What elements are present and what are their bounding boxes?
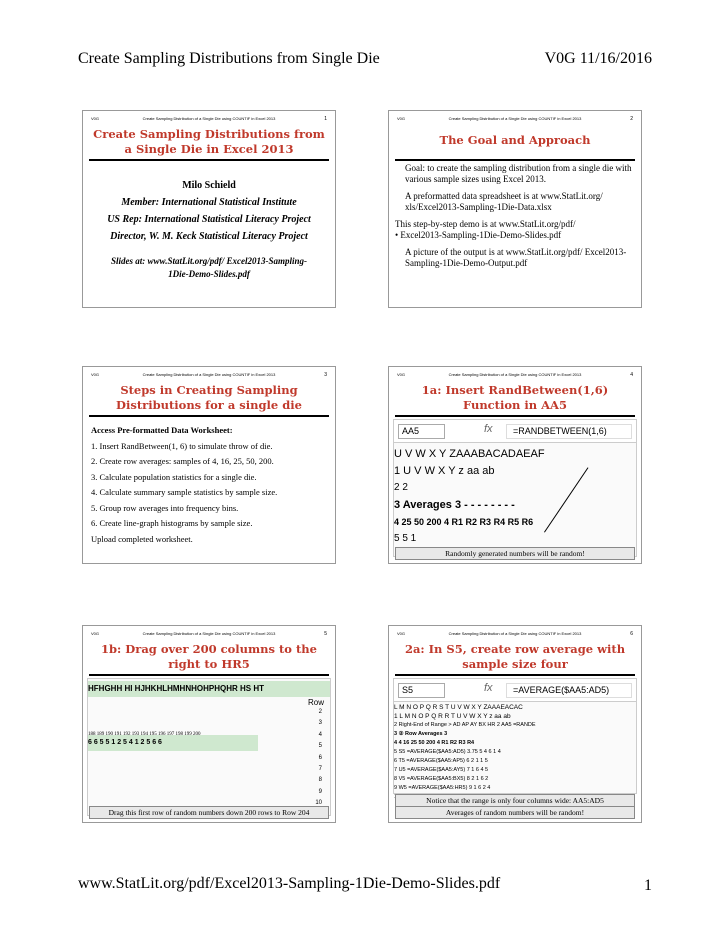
sheet-row: 5 5 1 xyxy=(394,533,417,544)
spreadsheet-screenshot xyxy=(87,678,331,816)
goal-text: Goal: to create the sampling distribution from a single die with various sample sizes using Excel 2013. xyxy=(405,163,632,184)
title-rule xyxy=(395,159,635,161)
affiliation-1: Member: International Statistical Institute xyxy=(121,197,297,208)
slide-header: V0G Create Sampling Distribution of a Single Die using COUNTIF in Excel 2013 5 xyxy=(91,631,327,637)
fx-icon: fx xyxy=(484,423,493,435)
demo-link: This step-by-step demo is at www.StatLit.org/pdf/ xyxy=(395,219,576,229)
callout: Drag this first row of random numbers down 200 rows to Row 204 xyxy=(89,806,329,819)
name-box[interactable]: AA5 xyxy=(398,424,445,439)
slide-title: 2a: In S5, create row average with sample size four xyxy=(404,642,626,671)
sheet-row: 6 T5 =AVERAGE($AA5:AP5) 6 2 1 1 5 xyxy=(394,758,488,764)
author: Milo Schield xyxy=(182,180,236,191)
sheet-row: 1 L M N O P Q R R T U V W X Y z aa ab xyxy=(394,713,511,720)
slide-6 xyxy=(388,625,642,823)
sheet-row: 7 U5 =AVERAGE($AA5:AY5) 7 1 6 4 5 xyxy=(394,767,489,773)
slide-title: Steps in Creating Sampling Distributions for a single die xyxy=(116,383,302,412)
random-values: 6 6 5 5 1 2 5 4 1 2 5 6 6 xyxy=(88,735,258,751)
slide-header: V0G Create Sampling Distribution of a Single Die using COUNTIF in Excel 2013 2 xyxy=(397,116,633,122)
intro: Access Pre-formatted Data Worksheet: xyxy=(91,425,233,435)
sheet-row: 9 W5 =AVERAGE($AA5:HR5) 9 1 6 2 4 xyxy=(394,785,491,791)
slides-link: Slides at: www.StatLit.org/pdf/ Excel2013-Sampling-1Die-Demo-Slides.pdf xyxy=(111,256,307,279)
demo-file: • Excel2013-Sampling-1Die-Demo-Slides.pdf xyxy=(395,230,562,240)
step-4: 4. Calculate summary sample statistics by sample size. xyxy=(91,487,278,497)
formula-bar xyxy=(394,420,636,443)
title-rule xyxy=(395,415,635,417)
slide-header: V0G Create Sampling Distribution of a Single Die using COUNTIF in Excel 2013 4 xyxy=(397,372,633,378)
slide-title: 1b: Drag over 200 columns to the right to HR5 xyxy=(101,642,317,671)
data-link: A preformatted data spreadsheet is at www.StatLit.org/ xls/Excel2013-Sampling-1Die-Data.xlsx xyxy=(405,191,603,212)
affiliation-3: Director, W. M. Keck Statistical Literacy Project xyxy=(110,231,308,242)
sheet-row: 1 U V W X Y z aa ab xyxy=(394,465,495,477)
callout-range: Notice that the range is only four columns wide: AA5:AD5 xyxy=(395,794,635,807)
title-rule xyxy=(395,674,635,676)
callout: Randomly generated numbers will be random! xyxy=(395,547,635,560)
spreadsheet-screenshot xyxy=(393,419,637,557)
sheet-row: 4 4 16 25 50 200 4 R1 R2 R3 R4 xyxy=(394,740,475,746)
title-rule xyxy=(89,159,329,161)
sheet-row: 3 Averages 3 - - - - - - - - xyxy=(394,499,515,511)
sheet-row: 5 S5 =AVERAGE($AA5:AD5) 3.75 5 4 6 1 4 xyxy=(394,749,501,755)
slide-4 xyxy=(388,366,642,564)
output-link: A picture of the output is at www.StatLit.org/pdf/ Excel2013-Sampling-1Die-Demo-Output.pdf xyxy=(405,247,627,268)
step-6: 6. Create line-graph histograms by sample size. xyxy=(91,518,253,528)
name-box[interactable]: S5 xyxy=(398,683,445,698)
slide-title: 1a: Insert RandBetween(1,6) Function in AA5 xyxy=(421,383,609,412)
slide-header: V0G Create Sampling Distribution of a Single Die using COUNTIF in Excel 2013 6 xyxy=(397,631,633,637)
slide-5 xyxy=(82,625,336,823)
step-1: 1. Insert RandBetween(1, 6) to simulate throw of die. xyxy=(91,440,273,451)
page-header-version: V0G 11/16/2016 xyxy=(544,50,652,67)
column-headers: HFHGHH HI HJHKHLHMHNHOHPHQHR HS HT xyxy=(88,681,330,697)
sheet-row: 3 ② Row Averages 3 xyxy=(394,731,448,737)
sheet-row: 4 25 50 200 4 R1 R2 R3 R4 R5 R6 xyxy=(394,517,534,527)
column-headers: U V W X Y ZAAABACADAEAF xyxy=(394,448,545,460)
slide-header: V0G Create Sampling Distribution of a Single Die using COUNTIF in Excel 2013 3 xyxy=(91,372,327,378)
column-headers: L M N O P Q R S T U V W X Y ZAAAEACAC xyxy=(394,704,523,711)
spreadsheet-screenshot xyxy=(393,678,637,794)
affiliation-2: US Rep: International Statistical Literacy Project xyxy=(107,214,311,225)
page-footer-url: www.StatLit.org/pdf/Excel2013-Sampling-1Die-Demo-Slides.pdf xyxy=(78,875,501,892)
sheet-row: 8 V5 =AVERAGE($AA5:BX5) 8 2 1 6 2 xyxy=(394,776,489,782)
slide-header: V0G Create Sampling Distribution of a Single Die using COUNTIF in Excel 2013 1 xyxy=(91,116,327,122)
page-header-title: Create Sampling Distributions from Single Die xyxy=(78,50,380,67)
outro: Upload completed worksheet. xyxy=(91,533,193,544)
slide-body xyxy=(395,163,633,275)
slide-body xyxy=(89,177,329,281)
title-rule xyxy=(89,674,329,676)
sheet-row: 2 2 xyxy=(394,482,408,493)
fx-icon: fx xyxy=(484,682,493,694)
row-label: Row xyxy=(307,698,324,707)
page-number: 1 xyxy=(644,877,652,894)
step-2: 2. Create row averages: samples of 4, 16, 25, 50, 200. xyxy=(91,456,274,466)
title-rule xyxy=(89,415,329,417)
sheet-row: 2 Right-End of Range > AD AP AY BX HR 2 AA5 =RANDE xyxy=(394,722,536,728)
callout-random: Averages of random numbers will be random! xyxy=(395,806,635,819)
slide-3 xyxy=(82,366,336,564)
formula-input[interactable]: =RANDBETWEEN(1,6) xyxy=(506,424,632,439)
slide-title: The Goal and Approach xyxy=(439,133,591,147)
slide-2 xyxy=(388,110,642,308)
slide-1 xyxy=(82,110,336,308)
step-5: 5. Group row averages into frequency bins. xyxy=(91,502,239,513)
formula-input[interactable]: =AVERAGE($AA5:AD5) xyxy=(506,683,632,698)
step-3: 3. Calculate population statistics for a single die. xyxy=(91,471,257,482)
formula-bar xyxy=(394,679,636,702)
slide-body xyxy=(91,423,329,547)
row-numbers: 2 3 4 5 6 7 8 9 10 xyxy=(315,709,322,807)
slide-title: Create Sampling Distributions from a Single Die in Excel 2013 xyxy=(93,127,325,156)
